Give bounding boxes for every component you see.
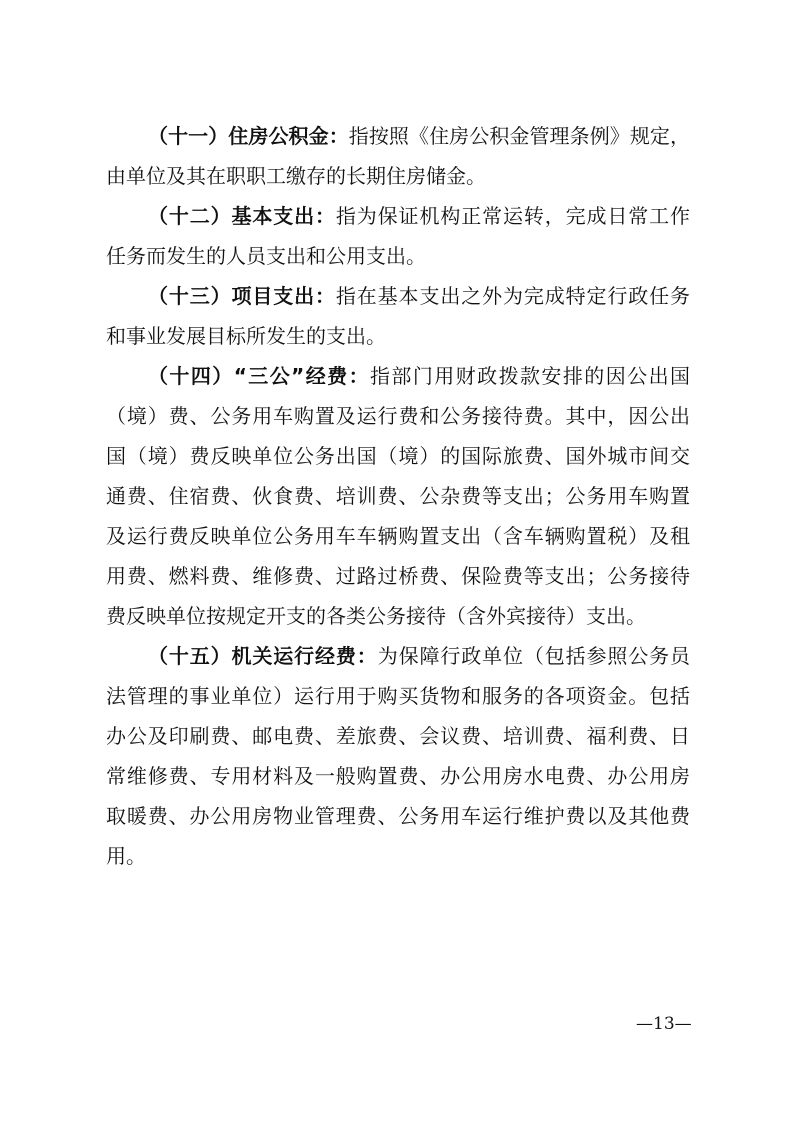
text-line bbox=[106, 556, 690, 596]
paragraph bbox=[106, 636, 690, 876]
line-text: 用费、燃料费、维修费、过路过桥费、保险费等支出；公务接待 bbox=[106, 564, 690, 588]
text-line bbox=[106, 236, 690, 276]
paragraph bbox=[106, 356, 690, 636]
line-text: 指在基本支出之外为完成特定行政任务 bbox=[335, 284, 691, 308]
line-text: 法管理的事业单位）运行用于购买货物和服务的各项资金。包括 bbox=[106, 684, 690, 708]
line-text: 国（境）费反映单位公务出国（境）的国际旅费、国外城市间交 bbox=[106, 444, 690, 468]
line-text: 及运行费反映单位公务用车车辆购置支出（含车辆购置税）及租 bbox=[106, 524, 690, 548]
line-text: 为保障行政单位（包括参照公务员 bbox=[377, 644, 691, 668]
text-line bbox=[106, 196, 690, 236]
paragraph-heading: （十二）基本支出： bbox=[148, 204, 336, 228]
document-body bbox=[106, 116, 690, 876]
line-text: 取暖费、办公用房物业管理费、公务用车运行维护费以及其他费 bbox=[106, 804, 690, 828]
text-line bbox=[106, 716, 690, 756]
line-text: 指按照《住房公积金管理条例》规定， bbox=[348, 124, 691, 148]
page-number: —13— bbox=[636, 1014, 692, 1034]
text-line bbox=[106, 636, 690, 676]
text-line bbox=[106, 596, 690, 636]
text-line bbox=[106, 676, 690, 716]
line-text: 常维修费、专用材料及一般购置费、办公用房水电费、办公用房 bbox=[106, 764, 690, 788]
paragraph-heading: （十三）项目支出： bbox=[148, 284, 336, 308]
line-text: （境）费、公务用车购置及运行费和公务接待费。其中，因公出 bbox=[106, 404, 690, 428]
paragraph-heading: （十五）机关运行经费： bbox=[148, 644, 378, 668]
text-line bbox=[106, 796, 690, 836]
text-line bbox=[106, 156, 690, 196]
line-text: 任务而发生的人员支出和公用支出。 bbox=[106, 244, 426, 268]
text-line bbox=[106, 396, 690, 436]
paragraph bbox=[106, 276, 690, 356]
line-text: 费反映单位按规定开支的各类公务接待（含外宾接待）支出。 bbox=[106, 604, 646, 628]
line-text: 由单位及其在职职工缴存的长期住房储金。 bbox=[106, 164, 486, 188]
line-text: 指部门用财政拨款安排的因公出国 bbox=[370, 364, 690, 388]
text-line bbox=[106, 836, 690, 876]
line-text: 用。 bbox=[106, 844, 146, 868]
line-text: 办公及印刷费、邮电费、差旅费、会议费、培训费、福利费、日 bbox=[106, 724, 690, 748]
line-text: 指为保证机构正常运转，完成日常工作 bbox=[335, 204, 691, 228]
text-line bbox=[106, 316, 690, 356]
text-line bbox=[106, 476, 690, 516]
text-line bbox=[106, 436, 690, 476]
line-text: 和事业发展目标所发生的支出。 bbox=[106, 324, 386, 348]
line-text: 通费、住宿费、伙食费、培训费、公杂费等支出；公务用车购置 bbox=[106, 484, 690, 508]
text-line bbox=[106, 116, 690, 156]
text-line bbox=[106, 356, 690, 396]
paragraph bbox=[106, 196, 690, 276]
text-line bbox=[106, 516, 690, 556]
paragraph bbox=[106, 116, 690, 196]
text-line bbox=[106, 276, 690, 316]
paragraph-heading: （十一）住房公积金： bbox=[148, 124, 349, 148]
text-line bbox=[106, 756, 690, 796]
paragraph-heading: （十四）“三公”经费： bbox=[148, 364, 370, 388]
